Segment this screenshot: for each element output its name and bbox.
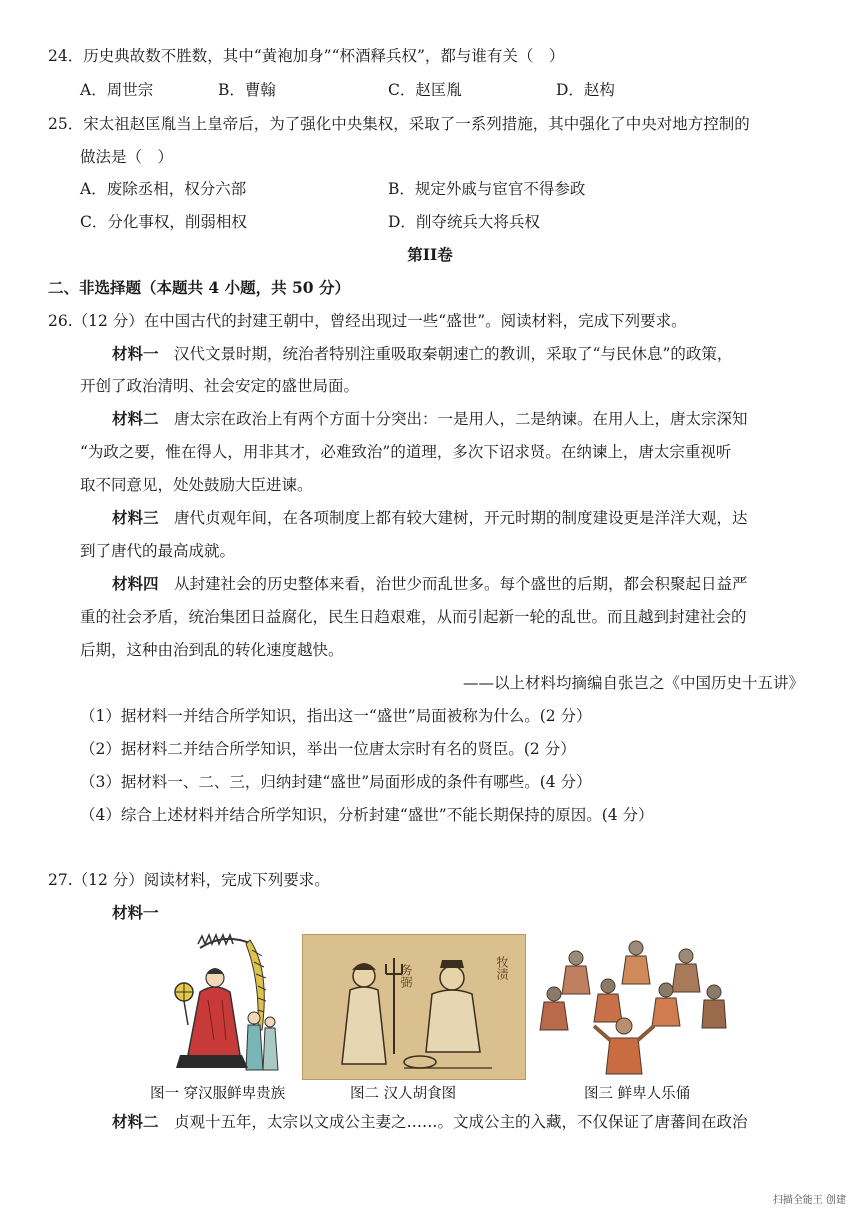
q24-option-d: D．赵构 [556,81,615,99]
q26-material2-line3: 取不同意见，处处鼓励大臣进谏。 [80,476,313,494]
material-text: 唐代贞观年间，在各项制度上都有较大建树，开元时期的制度建设更是洋洋大观，达 [174,509,748,527]
scanner-watermark: 扫描全能王 创建 [772,1195,846,1206]
q25-stem-line1: 25．宋太祖赵匡胤当上皇帝后，为了强化中央集权，采取了一系列措施，其中强化了中央对地方控制的 [48,115,750,133]
q26-material2-line2: “为政之要，惟在得人，用非其才，必难致治”的道理，多次下诏求贤。在纳谏上，唐太宗重视听 [80,443,732,461]
pottery-musician-figurines-icon [536,934,728,1080]
q25-option-d: D．削夺统兵大将兵权 [388,213,540,231]
q26-material4-line1 [112,572,748,596]
q26-subq-2: （2）据材料二并结合所学知识，举出一位唐太宗时有名的贤臣。(2 分） [80,740,576,758]
material-text: 贞观十五年，太宗以文成公主妻之……。文成公主的入藏，不仅保证了唐蕃间在政治 [174,1113,748,1131]
material-label: 材料三 [112,508,159,527]
q25-stem-line2: 做法是（ ） [80,148,174,166]
q26-subq-4: （4）综合上述材料并结合所学知识，分析封建“盛世”不能长期保持的原因。(4 分） [80,806,654,824]
q26-stem: 26.（12 分）在中国古代的封建王朝中，曾经出现过一些“盛世”。阅读材料，完成下列要求。 [48,312,687,330]
section-title: 第II卷 [407,245,453,264]
q27-stem: 27.（12 分）阅读材料，完成下列要求。 [48,871,330,889]
q26-material1-line1 [112,342,732,366]
mural-painting-icon [302,934,526,1080]
q24-option-b: B．曹翰 [218,81,276,99]
q27-material1-label: 材料一 [112,903,159,922]
material-label: 材料四 [112,574,159,593]
q24-option-c: C．赵匡胤 [388,81,462,99]
material-label: 材料二 [112,409,159,428]
figure-2-caption: 图二 汉人胡食图 [350,1086,457,1102]
q24-stem: 24．历史典故数不胜数，其中“黄袍加身”“杯酒释兵权”，都与谁有关（ ） [48,47,565,65]
q26-subq-1: （1）据材料一并结合所学知识，指出这一“盛世”局面被称为什么。(2 分） [80,707,592,725]
q26-source: ——以上材料均摘编自张岂之《中国历史十五讲》 [462,674,804,692]
material-label: 材料二 [112,1112,159,1131]
material-text: 汉代文景时期，统治者特别注重吸取秦朝速亡的教训，采取了“与民休息”的政策， [174,345,733,363]
q26-material3-line1 [112,506,748,530]
xianbei-noble-figure-icon [170,930,288,1080]
figure-1-caption: 图一 穿汉服鲜卑贵族 [150,1086,286,1102]
figure-3-caption: 图三 鲜卑人乐俑 [584,1086,691,1102]
material-text: 唐太宗在政治上有两个方面十分突出：一是用人，二是纳谏。在用人上，唐太宗深知 [174,410,748,428]
q25-option-a: A．废除丞相，权分六部 [80,180,247,198]
q27-material2-line1 [112,1110,748,1134]
q25-option-b: B．规定外戚与宦官不得参政 [388,180,586,198]
part2-heading: 二、非选择题（本题共 4 小题，共 50 分） [48,278,350,297]
q26-material4-line2: 重的社会矛盾，统治集团日益腐化，民生日趋艰难，从而引起新一轮的乱世。而且越到封建社会的 [80,608,747,626]
q25-option-c: C．分化事权，削弱相权 [80,213,247,231]
q24-option-a: A．周世宗 [80,81,154,99]
mural-inscription-left: 务弼 [399,964,413,988]
q26-material3-line2: 到了唐代的最高成就。 [80,542,236,560]
mural-inscription-right: 牧渍 [495,956,509,980]
q26-material2-line1 [112,407,748,431]
material-label: 材料一 [112,344,159,363]
material-text: 从封建社会的历史整体来看，治世少而乱世多。每个盛世的后期，都会积聚起日益严 [174,575,748,593]
q26-subq-3: （3）据材料一、二、三，归纳封建“盛世”局面形成的条件有哪些。(4 分） [80,773,592,791]
q26-material1-line2: 开创了政治清明、社会安定的盛世局面。 [80,377,360,395]
q26-material4-line3: 后期，这种由治到乱的转化速度越快。 [80,641,344,659]
